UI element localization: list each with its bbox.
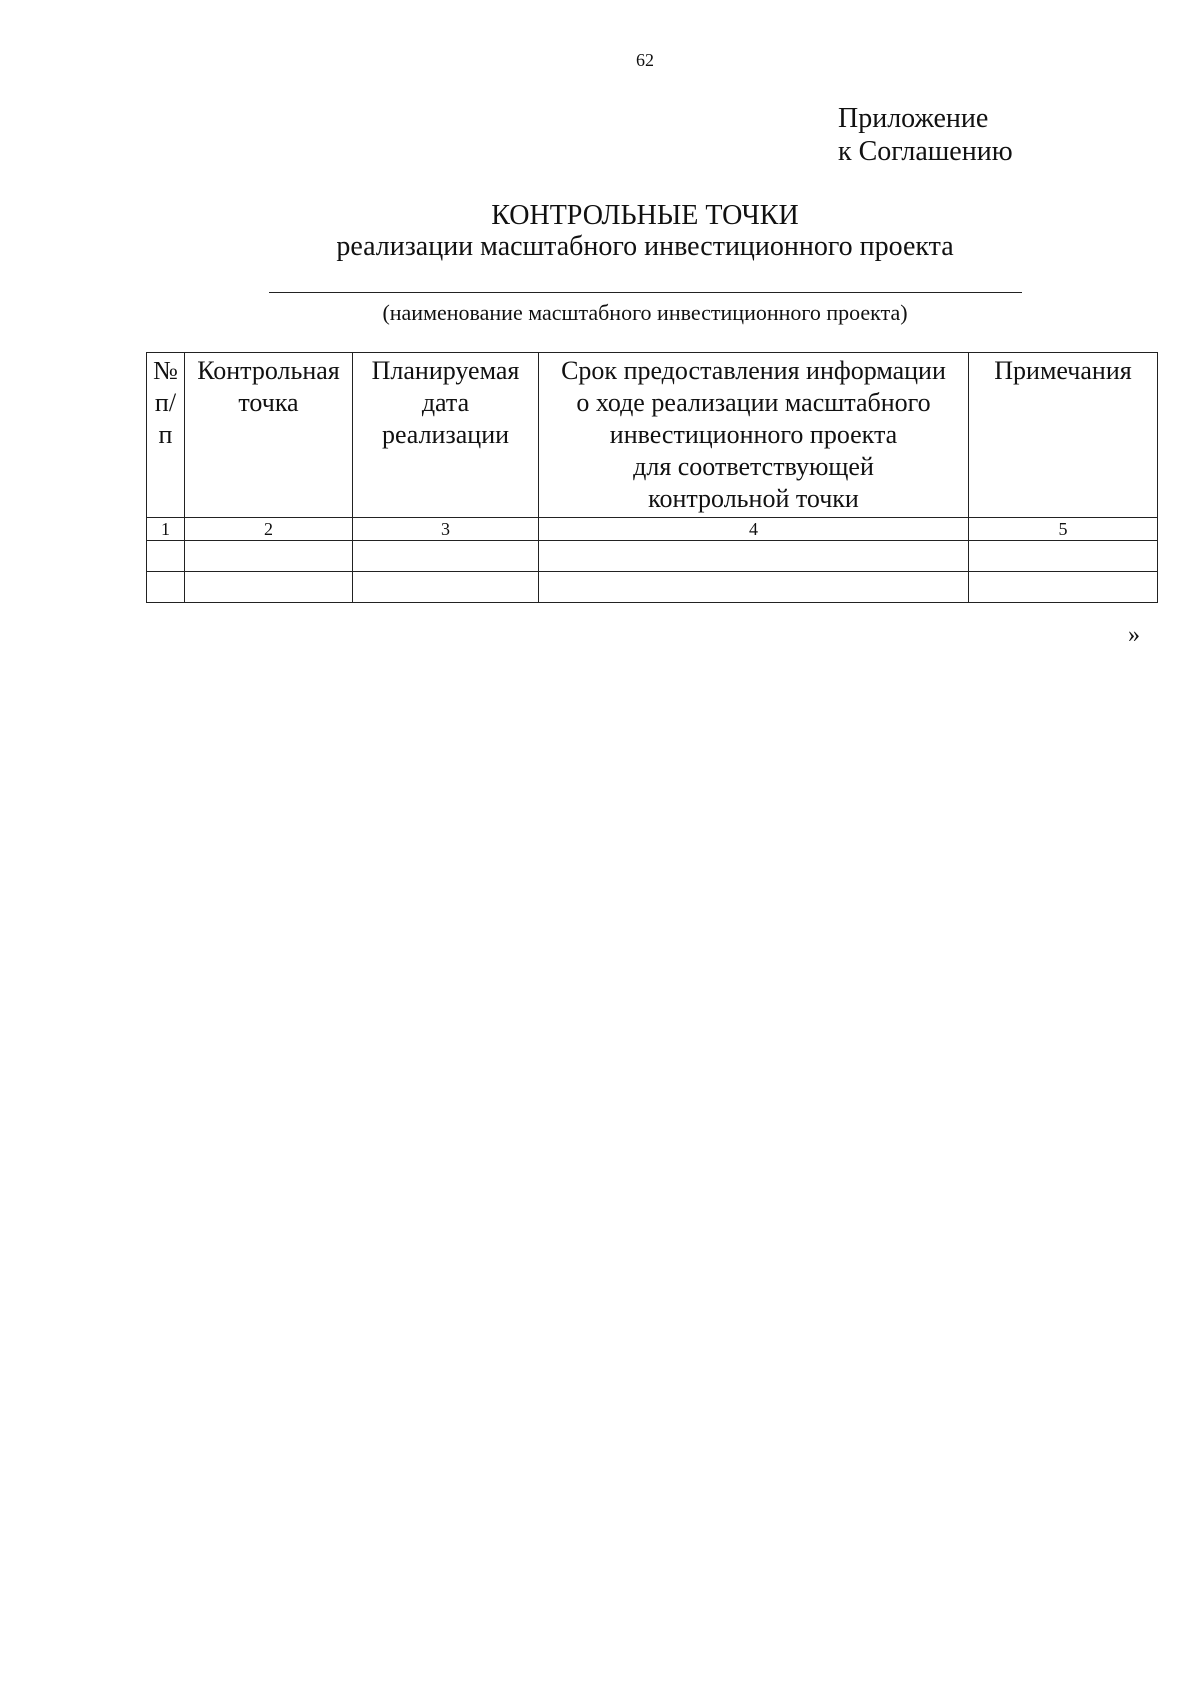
table-cell (353, 572, 539, 603)
table-header-row (147, 353, 1158, 518)
table-row (147, 572, 1158, 603)
table-cell (185, 572, 353, 603)
project-name-line (269, 292, 1022, 293)
table-cell (539, 572, 969, 603)
table-cell (969, 541, 1158, 572)
table-cell (147, 572, 185, 603)
project-name-caption: (наименование масштабного инвестиционного проекта) (382, 300, 908, 325)
appendix-line-2: к Соглашению (838, 136, 1013, 167)
page-number: 62 (636, 50, 654, 70)
table-cell (147, 541, 185, 572)
column-number-row (147, 518, 1158, 541)
column-number: 1 (147, 518, 185, 541)
closing-quote: » (1128, 622, 1140, 648)
document-title: КОНТРОЛЬНЫЕ ТОЧКИ (491, 200, 799, 231)
table-cell (539, 541, 969, 572)
table-cell (969, 572, 1158, 603)
column-number: 4 (539, 518, 969, 541)
document-subtitle: реализации масштабного инвестиционного проекта (336, 231, 954, 262)
header-control-point: Контрольная точка (185, 353, 353, 518)
appendix-line-1: Приложение (838, 103, 989, 134)
header-number: № п/ п (147, 353, 185, 518)
appendix-note (838, 102, 1013, 168)
header-planned-date: Планируемая дата реализации (353, 353, 539, 518)
header-notes: Примечания (969, 353, 1158, 518)
column-number: 3 (353, 518, 539, 541)
header-reporting-deadline: Срок предоставления информации о ходе реализации масштабного инвестиционного проекта для соответствующей контрольной точки (539, 353, 969, 518)
column-number: 5 (969, 518, 1158, 541)
control-points-table (146, 352, 1158, 603)
table-cell (353, 541, 539, 572)
table-row (147, 541, 1158, 572)
table-cell (185, 541, 353, 572)
column-number: 2 (185, 518, 353, 541)
